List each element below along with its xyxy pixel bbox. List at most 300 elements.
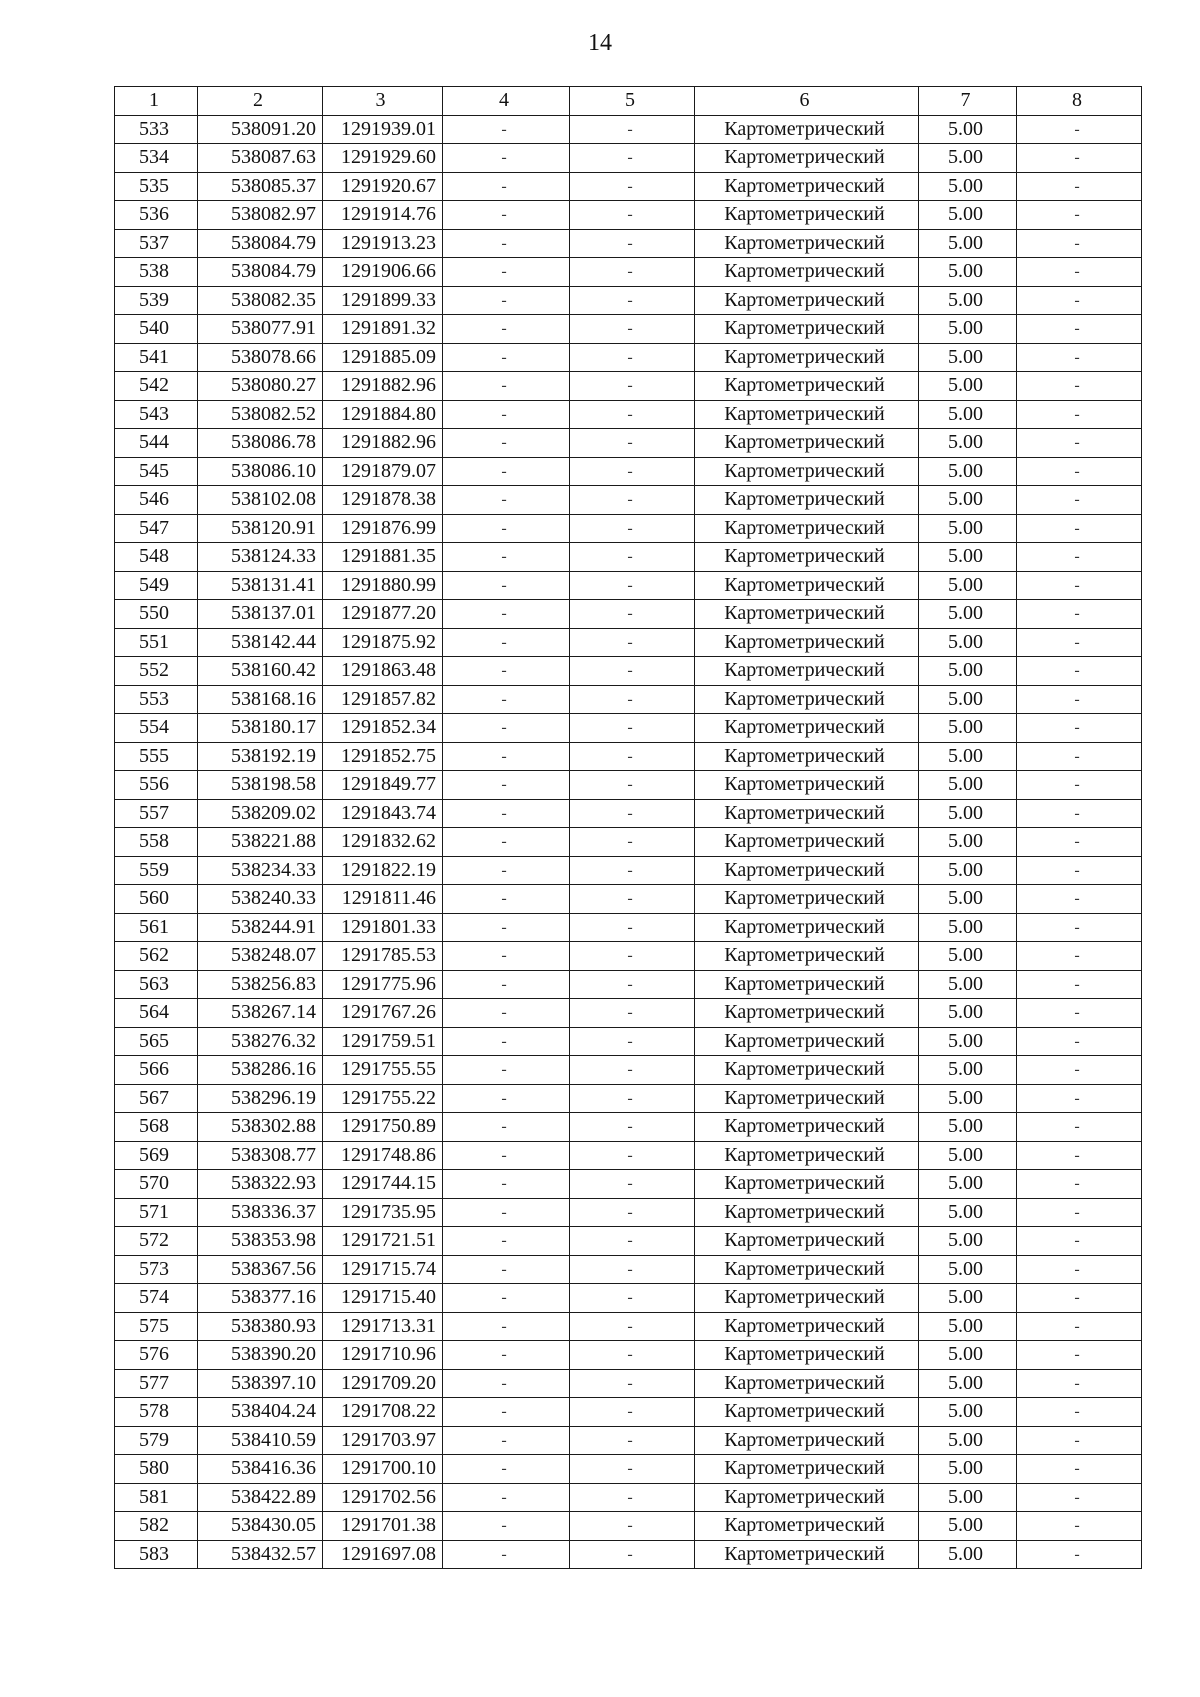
point-number-cell: 583	[115, 1540, 198, 1569]
method-cell: Картометрический	[695, 1027, 919, 1056]
point-number-cell: 569	[115, 1141, 198, 1170]
col4-cell: -	[443, 229, 570, 258]
col5-cell: -	[570, 913, 695, 942]
table-row	[115, 1027, 1142, 1056]
accuracy-cell: 5.00	[919, 799, 1017, 828]
y-coordinate-cell: 1291801.33	[323, 913, 443, 942]
y-coordinate-cell: 1291744.15	[323, 1170, 443, 1199]
y-coordinate-cell: 1291709.20	[323, 1369, 443, 1398]
col5-cell: -	[570, 942, 695, 971]
col5-cell: -	[570, 1113, 695, 1142]
method-cell: Картометрический	[695, 258, 919, 287]
y-coordinate-cell: 1291857.82	[323, 685, 443, 714]
col8-cell: -	[1017, 258, 1142, 287]
col5-cell: -	[570, 1512, 695, 1541]
point-number-cell: 570	[115, 1170, 198, 1199]
x-coordinate-cell: 538248.07	[198, 942, 323, 971]
point-number-cell: 542	[115, 372, 198, 401]
col4-cell: -	[443, 1398, 570, 1427]
table-row	[115, 970, 1142, 999]
y-coordinate-cell: 1291822.19	[323, 856, 443, 885]
point-number-cell: 538	[115, 258, 198, 287]
table-row	[115, 1398, 1142, 1427]
coordinates-table	[114, 86, 1142, 1569]
col4-cell: -	[443, 315, 570, 344]
x-coordinate-cell: 538367.56	[198, 1255, 323, 1284]
method-cell: Картометрический	[695, 1227, 919, 1256]
accuracy-cell: 5.00	[919, 400, 1017, 429]
col5-cell: -	[570, 1426, 695, 1455]
table-row	[115, 372, 1142, 401]
x-coordinate-cell: 538084.79	[198, 258, 323, 287]
table-row	[115, 1512, 1142, 1541]
x-coordinate-cell: 538131.41	[198, 571, 323, 600]
point-number-cell: 576	[115, 1341, 198, 1370]
col5-cell: -	[570, 1170, 695, 1199]
col8-cell: -	[1017, 885, 1142, 914]
accuracy-cell: 5.00	[919, 685, 1017, 714]
col4-cell: -	[443, 1369, 570, 1398]
col8-cell: -	[1017, 1369, 1142, 1398]
column-header: 5	[570, 87, 695, 116]
col5-cell: -	[570, 343, 695, 372]
method-cell: Картометрический	[695, 486, 919, 515]
y-coordinate-cell: 1291914.76	[323, 201, 443, 230]
col8-cell: -	[1017, 685, 1142, 714]
accuracy-cell: 5.00	[919, 286, 1017, 315]
point-number-cell: 543	[115, 400, 198, 429]
y-coordinate-cell: 1291882.96	[323, 429, 443, 458]
y-coordinate-cell: 1291878.38	[323, 486, 443, 515]
point-number-cell: 567	[115, 1084, 198, 1113]
accuracy-cell: 5.00	[919, 144, 1017, 173]
col4-cell: -	[443, 571, 570, 600]
x-coordinate-cell: 538390.20	[198, 1341, 323, 1370]
col4-cell: -	[443, 856, 570, 885]
table-row	[115, 799, 1142, 828]
point-number-cell: 536	[115, 201, 198, 230]
method-cell: Картометрический	[695, 600, 919, 629]
col4-cell: -	[443, 1341, 570, 1370]
point-number-cell: 582	[115, 1512, 198, 1541]
page-number: 14	[588, 30, 612, 56]
x-coordinate-cell: 538353.98	[198, 1227, 323, 1256]
column-header: 6	[695, 87, 919, 116]
point-number-cell: 581	[115, 1483, 198, 1512]
x-coordinate-cell: 538404.24	[198, 1398, 323, 1427]
y-coordinate-cell: 1291785.53	[323, 942, 443, 971]
col4-cell: -	[443, 1227, 570, 1256]
col5-cell: -	[570, 514, 695, 543]
x-coordinate-cell: 538240.33	[198, 885, 323, 914]
y-coordinate-cell: 1291939.01	[323, 115, 443, 144]
accuracy-cell: 5.00	[919, 885, 1017, 914]
y-coordinate-cell: 1291767.26	[323, 999, 443, 1028]
method-cell: Картометрический	[695, 1284, 919, 1313]
point-number-cell: 579	[115, 1426, 198, 1455]
col8-cell: -	[1017, 742, 1142, 771]
x-coordinate-cell: 538234.33	[198, 856, 323, 885]
accuracy-cell: 5.00	[919, 1056, 1017, 1085]
table-row	[115, 429, 1142, 458]
col5-cell: -	[570, 856, 695, 885]
y-coordinate-cell: 1291710.96	[323, 1341, 443, 1370]
accuracy-cell: 5.00	[919, 115, 1017, 144]
method-cell: Картометрический	[695, 1113, 919, 1142]
method-cell: Картометрический	[695, 172, 919, 201]
method-cell: Картометрический	[695, 514, 919, 543]
accuracy-cell: 5.00	[919, 1369, 1017, 1398]
col4-cell: -	[443, 1284, 570, 1313]
table-row	[115, 315, 1142, 344]
col4-cell: -	[443, 999, 570, 1028]
col4-cell: -	[443, 828, 570, 857]
y-coordinate-cell: 1291849.77	[323, 771, 443, 800]
col5-cell: -	[570, 229, 695, 258]
method-cell: Картометрический	[695, 372, 919, 401]
y-coordinate-cell: 1291885.09	[323, 343, 443, 372]
x-coordinate-cell: 538336.37	[198, 1198, 323, 1227]
col5-cell: -	[570, 828, 695, 857]
point-number-cell: 540	[115, 315, 198, 344]
accuracy-cell: 5.00	[919, 1170, 1017, 1199]
y-coordinate-cell: 1291899.33	[323, 286, 443, 315]
accuracy-cell: 5.00	[919, 657, 1017, 686]
col4-cell: -	[443, 942, 570, 971]
x-coordinate-cell: 538084.79	[198, 229, 323, 258]
col8-cell: -	[1017, 1056, 1142, 1085]
accuracy-cell: 5.00	[919, 258, 1017, 287]
col4-cell: -	[443, 258, 570, 287]
col4-cell: -	[443, 1056, 570, 1085]
point-number-cell: 578	[115, 1398, 198, 1427]
x-coordinate-cell: 538086.78	[198, 429, 323, 458]
x-coordinate-cell: 538160.42	[198, 657, 323, 686]
accuracy-cell: 5.00	[919, 742, 1017, 771]
accuracy-cell: 5.00	[919, 1540, 1017, 1569]
method-cell: Картометрический	[695, 999, 919, 1028]
table-row	[115, 828, 1142, 857]
col8-cell: -	[1017, 828, 1142, 857]
col4-cell: -	[443, 885, 570, 914]
col4-cell: -	[443, 685, 570, 714]
accuracy-cell: 5.00	[919, 1284, 1017, 1313]
point-number-cell: 561	[115, 913, 198, 942]
col4-cell: -	[443, 486, 570, 515]
x-coordinate-cell: 538082.97	[198, 201, 323, 230]
point-number-cell: 548	[115, 543, 198, 572]
table-row	[115, 1113, 1142, 1142]
accuracy-cell: 5.00	[919, 970, 1017, 999]
y-coordinate-cell: 1291843.74	[323, 799, 443, 828]
column-header: 7	[919, 87, 1017, 116]
point-number-cell: 562	[115, 942, 198, 971]
col8-cell: -	[1017, 856, 1142, 885]
y-coordinate-cell: 1291775.96	[323, 970, 443, 999]
accuracy-cell: 5.00	[919, 229, 1017, 258]
method-cell: Картометрический	[695, 1341, 919, 1370]
accuracy-cell: 5.00	[919, 1483, 1017, 1512]
col5-cell: -	[570, 1227, 695, 1256]
point-number-cell: 573	[115, 1255, 198, 1284]
method-cell: Картометрический	[695, 1312, 919, 1341]
col8-cell: -	[1017, 571, 1142, 600]
point-number-cell: 539	[115, 286, 198, 315]
point-number-cell: 580	[115, 1455, 198, 1484]
accuracy-cell: 5.00	[919, 628, 1017, 657]
col8-cell: -	[1017, 486, 1142, 515]
method-cell: Картометрический	[695, 400, 919, 429]
y-coordinate-cell: 1291875.92	[323, 628, 443, 657]
x-coordinate-cell: 538322.93	[198, 1170, 323, 1199]
accuracy-cell: 5.00	[919, 1512, 1017, 1541]
y-coordinate-cell: 1291881.35	[323, 543, 443, 572]
method-cell: Картометрический	[695, 343, 919, 372]
method-cell: Картометрический	[695, 685, 919, 714]
table-row	[115, 913, 1142, 942]
accuracy-cell: 5.00	[919, 201, 1017, 230]
point-number-cell: 574	[115, 1284, 198, 1313]
col5-cell: -	[570, 799, 695, 828]
col5-cell: -	[570, 486, 695, 515]
col4-cell: -	[443, 742, 570, 771]
method-cell: Картометрический	[695, 856, 919, 885]
table-row	[115, 286, 1142, 315]
table-row	[115, 571, 1142, 600]
col8-cell: -	[1017, 1084, 1142, 1113]
col8-cell: -	[1017, 1398, 1142, 1427]
y-coordinate-cell: 1291700.10	[323, 1455, 443, 1484]
method-cell: Картометрический	[695, 543, 919, 572]
method-cell: Картометрический	[695, 885, 919, 914]
col5-cell: -	[570, 1284, 695, 1313]
accuracy-cell: 5.00	[919, 1255, 1017, 1284]
table-row	[115, 885, 1142, 914]
point-number-cell: 566	[115, 1056, 198, 1085]
col4-cell: -	[443, 343, 570, 372]
point-number-cell: 549	[115, 571, 198, 600]
method-cell: Картометрический	[695, 286, 919, 315]
method-cell: Картометрический	[695, 1141, 919, 1170]
accuracy-cell: 5.00	[919, 486, 1017, 515]
point-number-cell: 533	[115, 115, 198, 144]
x-coordinate-cell: 538142.44	[198, 628, 323, 657]
col4-cell: -	[443, 1540, 570, 1569]
col8-cell: -	[1017, 942, 1142, 971]
col8-cell: -	[1017, 799, 1142, 828]
column-header: 8	[1017, 87, 1142, 116]
y-coordinate-cell: 1291877.20	[323, 600, 443, 629]
table-row	[115, 1198, 1142, 1227]
col8-cell: -	[1017, 201, 1142, 230]
accuracy-cell: 5.00	[919, 942, 1017, 971]
table-row	[115, 1084, 1142, 1113]
x-coordinate-cell: 538221.88	[198, 828, 323, 857]
x-coordinate-cell: 538256.83	[198, 970, 323, 999]
col8-cell: -	[1017, 1113, 1142, 1142]
col5-cell: -	[570, 657, 695, 686]
y-coordinate-cell: 1291920.67	[323, 172, 443, 201]
table-row	[115, 1056, 1142, 1085]
col5-cell: -	[570, 742, 695, 771]
x-coordinate-cell: 538422.89	[198, 1483, 323, 1512]
point-number-cell: 564	[115, 999, 198, 1028]
col8-cell: -	[1017, 1483, 1142, 1512]
col4-cell: -	[443, 913, 570, 942]
table-row	[115, 714, 1142, 743]
x-coordinate-cell: 538086.10	[198, 457, 323, 486]
col5-cell: -	[570, 1483, 695, 1512]
accuracy-cell: 5.00	[919, 1455, 1017, 1484]
col4-cell: -	[443, 429, 570, 458]
table-row	[115, 1426, 1142, 1455]
col5-cell: -	[570, 144, 695, 173]
method-cell: Картометрический	[695, 115, 919, 144]
col4-cell: -	[443, 1113, 570, 1142]
col4-cell: -	[443, 1512, 570, 1541]
x-coordinate-cell: 538377.16	[198, 1284, 323, 1313]
y-coordinate-cell: 1291929.60	[323, 144, 443, 173]
y-coordinate-cell: 1291702.56	[323, 1483, 443, 1512]
y-coordinate-cell: 1291713.31	[323, 1312, 443, 1341]
table-row	[115, 1369, 1142, 1398]
col5-cell: -	[570, 400, 695, 429]
table-row	[115, 942, 1142, 971]
point-number-cell: 559	[115, 856, 198, 885]
y-coordinate-cell: 1291703.97	[323, 1426, 443, 1455]
method-cell: Картометрический	[695, 657, 919, 686]
col8-cell: -	[1017, 1198, 1142, 1227]
point-number-cell: 571	[115, 1198, 198, 1227]
point-number-cell: 565	[115, 1027, 198, 1056]
accuracy-cell: 5.00	[919, 1426, 1017, 1455]
accuracy-cell: 5.00	[919, 514, 1017, 543]
col5-cell: -	[570, 885, 695, 914]
y-coordinate-cell: 1291852.34	[323, 714, 443, 743]
col5-cell: -	[570, 714, 695, 743]
y-coordinate-cell: 1291884.80	[323, 400, 443, 429]
col5-cell: -	[570, 1398, 695, 1427]
y-coordinate-cell: 1291735.95	[323, 1198, 443, 1227]
col4-cell: -	[443, 600, 570, 629]
col5-cell: -	[570, 372, 695, 401]
col5-cell: -	[570, 628, 695, 657]
col8-cell: -	[1017, 1455, 1142, 1484]
col5-cell: -	[570, 286, 695, 315]
table-row	[115, 1312, 1142, 1341]
table-row	[115, 543, 1142, 572]
col8-cell: -	[1017, 1512, 1142, 1541]
method-cell: Картометрический	[695, 315, 919, 344]
col8-cell: -	[1017, 400, 1142, 429]
accuracy-cell: 5.00	[919, 828, 1017, 857]
table-row	[115, 1540, 1142, 1569]
col5-cell: -	[570, 1084, 695, 1113]
x-coordinate-cell: 538180.17	[198, 714, 323, 743]
x-coordinate-cell: 538302.88	[198, 1113, 323, 1142]
y-coordinate-cell: 1291876.99	[323, 514, 443, 543]
col5-cell: -	[570, 457, 695, 486]
method-cell: Картометрический	[695, 457, 919, 486]
col5-cell: -	[570, 1027, 695, 1056]
method-cell: Картометрический	[695, 1084, 919, 1113]
y-coordinate-cell: 1291891.32	[323, 315, 443, 344]
method-cell: Картометрический	[695, 1540, 919, 1569]
col8-cell: -	[1017, 543, 1142, 572]
method-cell: Картометрический	[695, 1056, 919, 1085]
col4-cell: -	[443, 1455, 570, 1484]
col4-cell: -	[443, 286, 570, 315]
x-coordinate-cell: 538198.58	[198, 771, 323, 800]
method-cell: Картометрический	[695, 970, 919, 999]
method-cell: Картометрический	[695, 1369, 919, 1398]
method-cell: Картометрический	[695, 913, 919, 942]
accuracy-cell: 5.00	[919, 714, 1017, 743]
col8-cell: -	[1017, 1284, 1142, 1313]
table-row	[115, 1170, 1142, 1199]
col8-cell: -	[1017, 1540, 1142, 1569]
col8-cell: -	[1017, 315, 1142, 344]
point-number-cell: 558	[115, 828, 198, 857]
y-coordinate-cell: 1291755.55	[323, 1056, 443, 1085]
method-cell: Картометрический	[695, 1512, 919, 1541]
col5-cell: -	[570, 172, 695, 201]
point-number-cell: 545	[115, 457, 198, 486]
point-number-cell: 550	[115, 600, 198, 629]
table-row	[115, 1341, 1142, 1370]
y-coordinate-cell: 1291748.86	[323, 1141, 443, 1170]
header-row	[115, 87, 1142, 116]
col5-cell: -	[570, 970, 695, 999]
method-cell: Картометрический	[695, 771, 919, 800]
method-cell: Картометрический	[695, 942, 919, 971]
col8-cell: -	[1017, 771, 1142, 800]
col5-cell: -	[570, 543, 695, 572]
col5-cell: -	[570, 429, 695, 458]
accuracy-cell: 5.00	[919, 1227, 1017, 1256]
accuracy-cell: 5.00	[919, 1113, 1017, 1142]
accuracy-cell: 5.00	[919, 543, 1017, 572]
col5-cell: -	[570, 1455, 695, 1484]
x-coordinate-cell: 538430.05	[198, 1512, 323, 1541]
accuracy-cell: 5.00	[919, 1027, 1017, 1056]
col4-cell: -	[443, 1426, 570, 1455]
col8-cell: -	[1017, 514, 1142, 543]
table-row	[115, 1455, 1142, 1484]
col5-cell: -	[570, 201, 695, 230]
y-coordinate-cell: 1291701.38	[323, 1512, 443, 1541]
col4-cell: -	[443, 628, 570, 657]
col5-cell: -	[570, 600, 695, 629]
y-coordinate-cell: 1291811.46	[323, 885, 443, 914]
method-cell: Картометрический	[695, 1198, 919, 1227]
col5-cell: -	[570, 1540, 695, 1569]
col8-cell: -	[1017, 1027, 1142, 1056]
x-coordinate-cell: 538080.27	[198, 372, 323, 401]
point-number-cell: 556	[115, 771, 198, 800]
method-cell: Картометрический	[695, 742, 919, 771]
accuracy-cell: 5.00	[919, 771, 1017, 800]
y-coordinate-cell: 1291750.89	[323, 1113, 443, 1142]
table-row	[115, 115, 1142, 144]
x-coordinate-cell: 538380.93	[198, 1312, 323, 1341]
table-row	[115, 144, 1142, 173]
col8-cell: -	[1017, 229, 1142, 258]
method-cell: Картометрический	[695, 799, 919, 828]
x-coordinate-cell: 538168.16	[198, 685, 323, 714]
y-coordinate-cell: 1291852.75	[323, 742, 443, 771]
x-coordinate-cell: 538082.35	[198, 286, 323, 315]
